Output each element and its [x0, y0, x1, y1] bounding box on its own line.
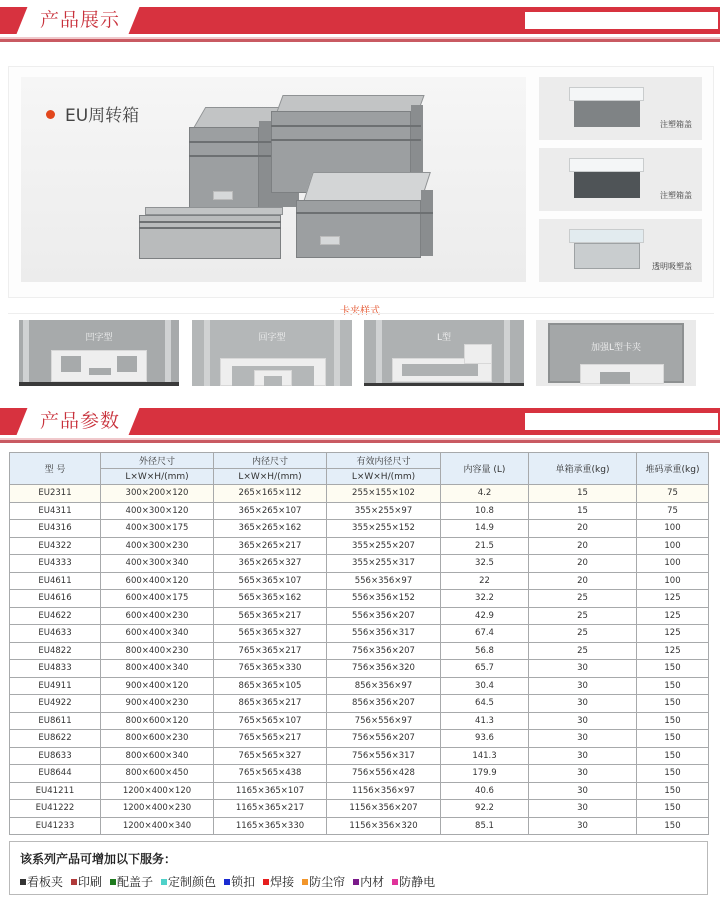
square-bullet-icon	[302, 879, 308, 885]
cell-stack-load: 150	[637, 677, 709, 695]
square-bullet-icon	[224, 879, 230, 885]
cell-single-load: 15	[529, 485, 637, 503]
cell-model: EU41211	[10, 782, 101, 800]
cell-inner-size: 565×365×217	[214, 607, 327, 625]
cell-stack-load: 100	[637, 537, 709, 555]
cell-effective-size: 556×356×207	[327, 607, 441, 625]
table-row	[10, 502, 709, 520]
square-bullet-icon	[161, 879, 167, 885]
cell-stack-load: 150	[637, 782, 709, 800]
cell-outer-size: 900×400×120	[101, 677, 214, 695]
cell-inner-size: 765×565×327	[214, 747, 327, 765]
cell-effective-size: 756×356×207	[327, 642, 441, 660]
header-effective: 有效内径尺寸	[327, 453, 441, 469]
cell-stack-load: 150	[637, 800, 709, 818]
lid-option-label: 透明吸塑盖	[652, 262, 692, 271]
cell-stack-load: 150	[637, 730, 709, 748]
table-row	[10, 677, 709, 695]
header-stack-load: 堆码承重(kg)	[637, 453, 709, 485]
lid-option	[539, 77, 702, 140]
cell-outer-size: 800×600×120	[101, 712, 214, 730]
clip-style-label: 回字型	[258, 333, 286, 343]
cell-model: EU2311	[10, 485, 101, 503]
cell-outer-size: 800×600×340	[101, 747, 214, 765]
cell-capacity: 179.9	[441, 765, 529, 783]
service-item	[263, 873, 294, 890]
cell-single-load: 30	[529, 747, 637, 765]
cell-inner-size: 365×265×107	[214, 502, 327, 520]
table-row	[10, 782, 709, 800]
cell-outer-size: 400×300×175	[101, 520, 214, 538]
cell-stack-load: 100	[637, 555, 709, 573]
cell-stack-load: 125	[637, 590, 709, 608]
cell-outer-size: 800×600×450	[101, 765, 214, 783]
cell-outer-size: 1200×400×120	[101, 782, 214, 800]
cell-inner-size: 1165×365×107	[214, 782, 327, 800]
cell-outer-size: 800×400×230	[101, 642, 214, 660]
table-row	[10, 572, 709, 590]
cell-single-load: 30	[529, 765, 637, 783]
cell-effective-size: 556×356×317	[327, 625, 441, 643]
cell-inner-size: 365×265×217	[214, 537, 327, 555]
cell-single-load: 30	[529, 800, 637, 818]
cell-effective-size: 756×356×320	[327, 660, 441, 678]
square-bullet-icon	[71, 879, 77, 885]
cell-outer-size: 400×300×230	[101, 537, 214, 555]
service-label: 内材	[360, 875, 385, 889]
cell-effective-size: 756×556×317	[327, 747, 441, 765]
cell-stack-load: 150	[637, 660, 709, 678]
clip-style-item	[364, 320, 524, 386]
cell-outer-size: 400×300×340	[101, 555, 214, 573]
cell-inner-size: 865×365×217	[214, 695, 327, 713]
lid-option	[539, 219, 702, 282]
header-unit: L×W×H/(mm)	[327, 469, 441, 485]
cell-inner-size: 365×265×162	[214, 520, 327, 538]
service-label: 看板夹	[27, 875, 64, 889]
product-showcase	[8, 66, 714, 298]
cell-capacity: 92.2	[441, 800, 529, 818]
cell-outer-size: 1200×400×340	[101, 817, 214, 835]
cell-stack-load: 75	[637, 502, 709, 520]
cell-inner-size: 865×365×105	[214, 677, 327, 695]
table-row	[10, 520, 709, 538]
divider	[0, 440, 720, 443]
cell-effective-size: 756×556×207	[327, 730, 441, 748]
lid-crate-image	[569, 229, 644, 271]
cell-effective-size: 355×255×152	[327, 520, 441, 538]
cell-single-load: 20	[529, 555, 637, 573]
header-capacity: 内容量 (L)	[441, 453, 529, 485]
cell-inner-size: 765×365×330	[214, 660, 327, 678]
cell-inner-size: 765×565×438	[214, 765, 327, 783]
cell-inner-size: 565×365×327	[214, 625, 327, 643]
service-item	[392, 873, 435, 890]
service-label: 防静电	[399, 875, 436, 889]
square-bullet-icon	[20, 879, 26, 885]
service-item	[110, 873, 153, 890]
cell-model: EU8622	[10, 730, 101, 748]
cell-single-load: 20	[529, 572, 637, 590]
cell-model: EU4633	[10, 625, 101, 643]
cell-inner-size: 365×265×327	[214, 555, 327, 573]
cell-effective-size: 756×556×428	[327, 765, 441, 783]
cell-single-load: 30	[529, 817, 637, 835]
cell-outer-size: 400×300×120	[101, 502, 214, 520]
clip-style-label: L型	[436, 333, 451, 343]
cell-effective-size: 1156×356×320	[327, 817, 441, 835]
clip-style-label: 加强L型卡夹	[590, 343, 641, 353]
section-banner-showcase	[0, 7, 720, 47]
lid-option	[539, 148, 702, 211]
table-row	[10, 555, 709, 573]
lid-crate-image	[569, 87, 644, 129]
cell-capacity: 65.7	[441, 660, 529, 678]
cell-capacity: 93.6	[441, 730, 529, 748]
table-row	[10, 695, 709, 713]
cell-single-load: 30	[529, 695, 637, 713]
service-item	[161, 873, 216, 890]
cell-model: EU4611	[10, 572, 101, 590]
table-row	[10, 817, 709, 835]
service-item	[302, 873, 345, 890]
cell-model: EU4316	[10, 520, 101, 538]
cell-inner-size: 765×565×107	[214, 712, 327, 730]
service-label: 防尘帘	[309, 875, 346, 889]
cell-outer-size: 600×400×175	[101, 590, 214, 608]
cell-effective-size: 255×155×102	[327, 485, 441, 503]
cell-single-load: 30	[529, 730, 637, 748]
cell-model: EU8611	[10, 712, 101, 730]
cell-effective-size: 556×356×97	[327, 572, 441, 590]
cell-single-load: 25	[529, 642, 637, 660]
cell-single-load: 25	[529, 625, 637, 643]
cell-stack-load: 125	[637, 607, 709, 625]
cell-capacity: 32.5	[441, 555, 529, 573]
cell-effective-size: 355×255×97	[327, 502, 441, 520]
crate-illustration	[296, 172, 436, 267]
hero-title-text: EU周转箱	[65, 106, 140, 126]
cell-stack-load: 100	[637, 520, 709, 538]
cell-single-load: 15	[529, 502, 637, 520]
cell-capacity: 141.3	[441, 747, 529, 765]
clip-style-item	[192, 320, 352, 386]
cell-stack-load: 125	[637, 625, 709, 643]
table-row	[10, 660, 709, 678]
section-banner-params	[0, 408, 720, 448]
table-header-row	[10, 453, 709, 469]
cell-inner-size: 565×365×107	[214, 572, 327, 590]
service-label: 焊接	[270, 875, 295, 889]
cell-model: EU4322	[10, 537, 101, 555]
cell-single-load: 30	[529, 782, 637, 800]
hero-title	[46, 101, 139, 126]
clip-style-label: 凹字型	[85, 333, 113, 343]
cell-model: EU4922	[10, 695, 101, 713]
square-bullet-icon	[392, 879, 398, 885]
cell-single-load: 30	[529, 677, 637, 695]
bullet-dot-icon	[46, 110, 55, 119]
banner-right-box	[525, 12, 718, 29]
cell-stack-load: 150	[637, 712, 709, 730]
cell-effective-size: 856×356×97	[327, 677, 441, 695]
cell-model: EU4622	[10, 607, 101, 625]
services-box	[9, 841, 708, 895]
header-inner: 内径尺寸	[214, 453, 327, 469]
cell-effective-size: 355×255×317	[327, 555, 441, 573]
cell-model: EU4311	[10, 502, 101, 520]
lid-option-label: 注塑箱盖	[660, 120, 692, 129]
cell-single-load: 30	[529, 712, 637, 730]
table-row	[10, 642, 709, 660]
cell-model: EU41222	[10, 800, 101, 818]
clip-style-item	[536, 320, 696, 386]
cell-inner-size: 1165×365×217	[214, 800, 327, 818]
table-row	[10, 590, 709, 608]
cell-model: EU8633	[10, 747, 101, 765]
hero-image	[21, 77, 526, 282]
cell-single-load: 30	[529, 660, 637, 678]
cell-capacity: 56.8	[441, 642, 529, 660]
cell-outer-size: 300×200×120	[101, 485, 214, 503]
service-item	[224, 873, 255, 890]
cell-outer-size: 800×600×230	[101, 730, 214, 748]
header-single-load: 单箱承重(kg)	[529, 453, 637, 485]
cell-inner-size: 765×565×217	[214, 730, 327, 748]
cell-stack-load: 100	[637, 572, 709, 590]
table-row	[10, 800, 709, 818]
cell-capacity: 85.1	[441, 817, 529, 835]
table-row	[10, 747, 709, 765]
cell-effective-size: 1156×356×97	[327, 782, 441, 800]
lid-crate-image	[569, 158, 644, 200]
cell-model: EU4833	[10, 660, 101, 678]
cell-single-load: 25	[529, 590, 637, 608]
divider	[0, 39, 720, 42]
square-bullet-icon	[110, 879, 116, 885]
clip-styles-title: 卡夹样式	[340, 306, 380, 317]
cell-capacity: 32.2	[441, 590, 529, 608]
table-row	[10, 607, 709, 625]
cell-stack-load: 150	[637, 817, 709, 835]
crate-illustration	[139, 207, 289, 262]
cell-single-load: 20	[529, 520, 637, 538]
service-item	[71, 873, 102, 890]
services-title: 该系列产品可增加以下服务：	[20, 852, 177, 866]
service-label: 锁扣	[231, 875, 256, 889]
cell-capacity: 14.9	[441, 520, 529, 538]
service-label: 配盖子	[117, 875, 154, 889]
cell-stack-load: 150	[637, 695, 709, 713]
clip-style-item	[19, 320, 179, 386]
table-row	[10, 537, 709, 555]
service-item	[20, 873, 63, 890]
cell-stack-load: 75	[637, 485, 709, 503]
lid-option-label: 注塑箱盖	[660, 191, 692, 200]
cell-capacity: 22	[441, 572, 529, 590]
section-title: 产品参数	[40, 410, 121, 432]
table-row	[10, 765, 709, 783]
cell-effective-size: 556×356×152	[327, 590, 441, 608]
header-outer: 外径尺寸	[101, 453, 214, 469]
spec-table	[9, 452, 709, 835]
cell-capacity: 41.3	[441, 712, 529, 730]
square-bullet-icon	[263, 879, 269, 885]
cell-single-load: 25	[529, 607, 637, 625]
table-row	[10, 712, 709, 730]
cell-effective-size: 756×556×97	[327, 712, 441, 730]
service-item	[353, 873, 384, 890]
cell-capacity: 40.6	[441, 782, 529, 800]
table-row	[10, 730, 709, 748]
cell-capacity: 21.5	[441, 537, 529, 555]
cell-outer-size: 600×400×120	[101, 572, 214, 590]
cell-outer-size: 600×400×230	[101, 607, 214, 625]
cell-capacity: 4.2	[441, 485, 529, 503]
service-label: 印刷	[78, 875, 103, 889]
cell-model: EU4911	[10, 677, 101, 695]
cell-inner-size: 265×165×112	[214, 485, 327, 503]
cell-inner-size: 765×365×217	[214, 642, 327, 660]
table-row	[10, 485, 709, 503]
cell-stack-load: 150	[637, 747, 709, 765]
section-title: 产品展示	[40, 9, 121, 31]
cell-model: EU41233	[10, 817, 101, 835]
cell-effective-size: 1156×356×207	[327, 800, 441, 818]
cell-stack-load: 125	[637, 642, 709, 660]
cell-model: EU4333	[10, 555, 101, 573]
cell-capacity: 10.8	[441, 502, 529, 520]
banner-right-box	[525, 413, 718, 430]
cell-capacity: 42.9	[441, 607, 529, 625]
cell-capacity: 30.4	[441, 677, 529, 695]
table-row	[10, 625, 709, 643]
cell-inner-size: 1165×365×330	[214, 817, 327, 835]
cell-inner-size: 565×365×162	[214, 590, 327, 608]
header-unit: L×W×H/(mm)	[214, 469, 327, 485]
header-model: 型 号	[10, 453, 101, 485]
cell-outer-size: 600×400×340	[101, 625, 214, 643]
cell-model: EU8644	[10, 765, 101, 783]
cell-model: EU4822	[10, 642, 101, 660]
service-label: 定制颜色	[168, 875, 217, 889]
cell-outer-size: 800×400×340	[101, 660, 214, 678]
header-unit: L×W×H/(mm)	[101, 469, 214, 485]
cell-model: EU4616	[10, 590, 101, 608]
cell-outer-size: 1200×400×230	[101, 800, 214, 818]
square-bullet-icon	[353, 879, 359, 885]
cell-effective-size: 355×255×207	[327, 537, 441, 555]
cell-effective-size: 856×356×207	[327, 695, 441, 713]
services-list	[20, 873, 443, 890]
cell-capacity: 67.4	[441, 625, 529, 643]
cell-capacity: 64.5	[441, 695, 529, 713]
cell-single-load: 20	[529, 537, 637, 555]
cell-stack-load: 150	[637, 765, 709, 783]
cell-outer-size: 900×400×230	[101, 695, 214, 713]
